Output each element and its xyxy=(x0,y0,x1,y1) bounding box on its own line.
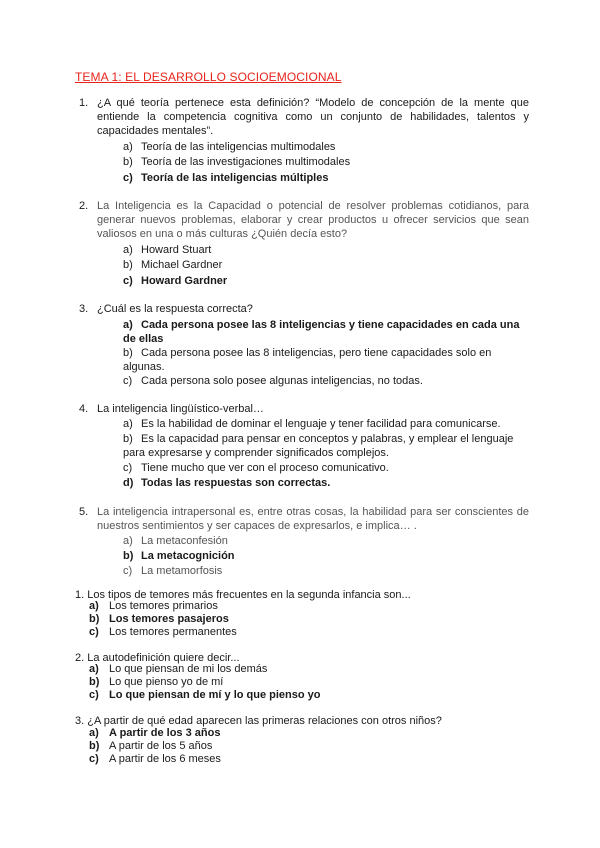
question-number: 5. xyxy=(79,506,89,518)
option-letter: a) xyxy=(89,727,99,739)
option-text: Howard Gardner xyxy=(141,275,228,287)
question-number: 4. xyxy=(79,403,89,415)
option-letter: c) xyxy=(123,565,133,577)
option-letter: c) xyxy=(123,375,133,387)
option-text: Todas las respuestas son correctas. xyxy=(141,477,331,489)
option xyxy=(123,534,228,548)
option xyxy=(123,346,513,374)
option-letter: a) xyxy=(123,319,133,331)
option xyxy=(89,600,218,613)
option-letter: c) xyxy=(123,172,133,184)
option xyxy=(89,626,237,639)
option-letter: a) xyxy=(123,141,133,153)
question-text: La inteligencia intrapersonal es, entre otras cosas, la habilidad para ser conscientes de nuestros sentimientos y ser capaces de expresarlos, e implica… . xyxy=(97,506,529,532)
option xyxy=(89,676,223,689)
option-text: A partir de los 6 meses xyxy=(109,753,221,765)
option xyxy=(89,740,212,753)
option-correct xyxy=(123,171,328,185)
option-letter: c) xyxy=(123,462,133,474)
option-text: Cada persona solo posee algunas inteligencias, no todas. xyxy=(141,375,423,387)
question-text: ¿Cuál es la respuesta correcta? xyxy=(97,303,253,315)
option xyxy=(123,258,222,272)
option-letter: b) xyxy=(123,156,133,168)
option-text: Cada persona posee las 8 inteligencias, pero tiene capacidades solo en algunas. xyxy=(123,347,492,373)
option xyxy=(123,374,423,388)
option-letter: b) xyxy=(123,347,133,359)
option-letter: b) xyxy=(89,613,100,625)
question-number: 1. xyxy=(79,97,89,109)
question-text: 1. Los tipos de temores más frecuentes en la segunda infancia son... xyxy=(75,589,411,601)
option-text: Lo que piensan de mí y lo que pienso yo xyxy=(109,689,321,701)
option-text: Tiene mucho que ver con el proceso comunicativo. xyxy=(141,462,389,474)
option-correct xyxy=(89,689,320,702)
option-letter: c) xyxy=(89,753,99,765)
question-text: ¿A qué teoría pertenece esta definición? “Modelo de concepción de la mente que entiende la competencia cognitiva como un conjunto de habilidades, talentos y capacidades mentales”. xyxy=(97,97,529,137)
option-text: Lo que piensan de mi los demás xyxy=(109,663,268,675)
question-number: 2. xyxy=(79,200,89,212)
option-text: Cada persona posee las 8 inteligencias y tiene capacidades en cada una de ellas xyxy=(123,319,520,345)
option-correct xyxy=(123,549,235,563)
option-text: Howard Stuart xyxy=(141,244,212,256)
option-letter: c) xyxy=(89,689,99,701)
option-text: La metacognición xyxy=(141,550,235,562)
option-text: La metamorfosis xyxy=(141,565,223,577)
question-number: 3. xyxy=(79,303,89,315)
option-text: Teoría de las investigaciones multimodales xyxy=(141,156,351,168)
option-text: La metaconfesión xyxy=(141,535,228,547)
option xyxy=(123,417,533,431)
option-text: Michael Gardner xyxy=(141,259,223,271)
option-text: A partir de los 5 años xyxy=(109,740,213,752)
option-correct xyxy=(89,613,229,626)
option-letter: c) xyxy=(89,626,99,638)
page-title: TEMA 1: EL DESARROLLO SOCIOEMOCIONAL xyxy=(75,70,342,84)
option xyxy=(123,155,350,169)
question-text: La Inteligencia es la Capacidad o potencial de resolver problemas cotidianos, para generar nuevos problemas, elaborar y crear productos u ofrecer servicios que sean valiosos en una o más culturas ¿Quién decía esto? xyxy=(97,200,529,240)
option xyxy=(123,140,335,154)
option-letter: c) xyxy=(123,275,133,287)
option-text: Teoría de las inteligencias múltiples xyxy=(141,172,329,184)
option-correct xyxy=(123,318,533,346)
option-text: Los temores permanentes xyxy=(109,626,237,638)
question-text: 3. ¿A partir de qué edad aparecen las primeras relaciones con otros niños? xyxy=(75,715,442,727)
option-correct xyxy=(123,274,227,288)
option-letter: b) xyxy=(89,740,100,752)
option-text: Lo que pienso yo de mí xyxy=(109,676,224,688)
option xyxy=(123,243,211,257)
option xyxy=(123,564,222,578)
option xyxy=(123,432,523,460)
option-correct xyxy=(89,727,220,740)
option-letter: b) xyxy=(123,433,133,445)
option xyxy=(123,461,389,475)
option-letter: a) xyxy=(123,418,133,430)
option-letter: a) xyxy=(123,535,133,547)
option-letter: a) xyxy=(89,663,99,675)
option xyxy=(89,663,267,676)
option-letter: a) xyxy=(123,244,133,256)
question-text: 2. La autodefinición quiere decir... xyxy=(75,652,240,664)
option-text: Es la capacidad para pensar en conceptos y palabras, y emplear el lenguaje para expresarse y comprender significados complejos. xyxy=(123,433,514,459)
option-text: Los temores primarios xyxy=(109,600,218,612)
option-text: Es la habilidad de dominar el lenguaje y tener facilidad para comunicarse. xyxy=(141,418,501,430)
option-letter: b) xyxy=(123,259,133,271)
option-letter: d) xyxy=(123,477,134,489)
option-text: Los temores pasajeros xyxy=(109,613,229,625)
option-text: Teoría de las inteligencias multimodales xyxy=(141,141,336,153)
question-text: La inteligencia lingüístico-verbal… xyxy=(97,403,264,415)
option xyxy=(89,753,221,766)
option-correct xyxy=(123,476,330,490)
option-letter: a) xyxy=(89,600,99,612)
option-text: A partir de los 3 años xyxy=(109,727,221,739)
option-letter: b) xyxy=(89,676,100,688)
option-letter: b) xyxy=(123,550,134,562)
